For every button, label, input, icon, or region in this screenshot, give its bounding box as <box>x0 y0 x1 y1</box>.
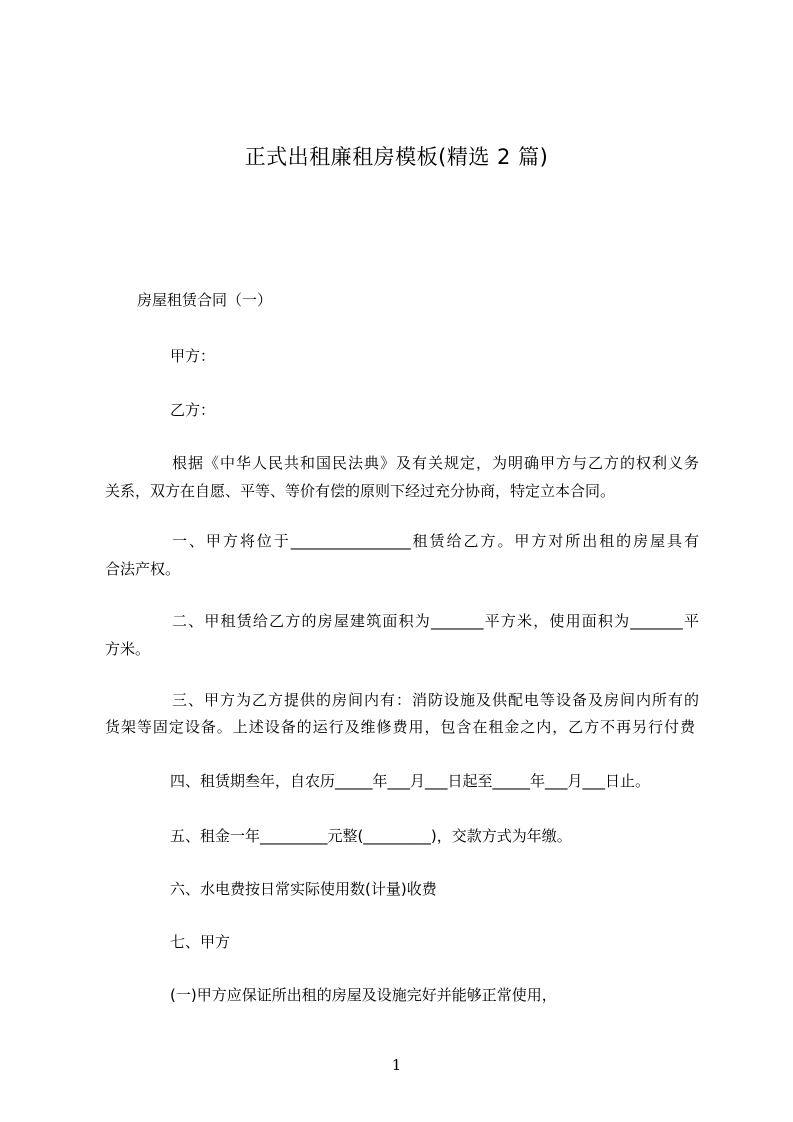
clause-2-line-2: 方米。 <box>105 640 151 658</box>
clause-7: 七、甲方 <box>170 933 231 951</box>
clause-1-line-2: 合法产权。 <box>105 560 181 578</box>
clause-6: 六、水电费按日常实际使用数(计量)收费 <box>170 880 437 898</box>
clause-3-line-1: 三、甲方为乙方提供的房间内有：消防设施及供配电等设备及房间内所有的 <box>172 691 699 709</box>
party-a-label: 甲方： <box>170 347 216 365</box>
clause-1-line-1: 一、甲方将位于________________租赁给乙方。甲方对所出租的房屋具有 <box>172 532 699 550</box>
contract-heading: 房屋租赁合同（一） <box>137 291 273 309</box>
clause-5: 五、租金一年_________元整(_________)，交款方式为年缴。 <box>170 827 572 845</box>
clause-3-line-2: 货架等固定设备。上述设备的运行及维修费用，包含在租金之内，乙方不再另行付费 <box>105 718 695 736</box>
document-title: 正式出租廉租房模板(精选 2 篇) <box>244 145 549 169</box>
clause-2-line-1: 二、甲租赁给乙方的房屋建筑面积为_______平方米，使用面积为_______平 <box>172 612 699 630</box>
paragraph-preamble-line-1: 根据《中华人民共和国民法典》及有关规定，为明确甲方与乙方的权利义务 <box>172 454 699 472</box>
paragraph-preamble-line-2: 关系，双方在自愿、平等、等价有偿的原则下经过充分协商，特定立本合同。 <box>105 482 616 500</box>
clause-4: 四、租赁期叁年，自农历_____年___月___日起至_____年___月___日止。 <box>170 772 651 790</box>
clause-7-item-1: (一)甲方应保证所出租的房屋及设施完好并能够正常使用， <box>170 986 557 1004</box>
page-number: 1 <box>391 1056 402 1074</box>
party-b-label: 乙方： <box>170 401 216 419</box>
